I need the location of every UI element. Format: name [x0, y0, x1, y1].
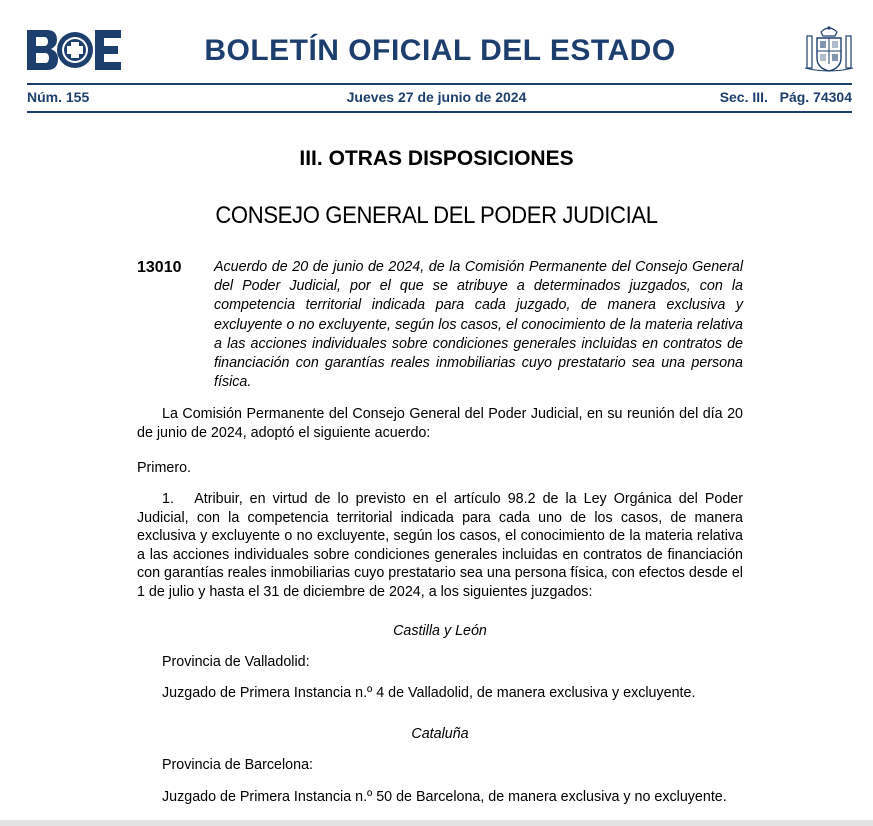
issue-number: Núm. 155: [27, 89, 90, 105]
section-page: Sec. III. Pág. 74304: [719, 89, 852, 105]
section-title: III. OTRAS DISPOSICIONES: [299, 147, 574, 170]
province-label: Provincia de Barcelona:: [162, 757, 313, 773]
bulletin-title: BOLETÍN OFICIAL DEL ESTADO: [204, 34, 676, 67]
province-label: Provincia de Valladolid:: [162, 654, 310, 670]
region-heading: Castilla y León: [393, 623, 487, 639]
header-bottom-rule: [27, 111, 852, 113]
court-entry: Juzgado de Primera Instancia n.º 50 de Barcelona, de manera exclusiva y no excluyente.: [162, 789, 727, 805]
primero-heading: Primero.: [137, 460, 192, 476]
court-entry: Juzgado de Primera Instancia n.º 4 de Valladolid, de manera exclusiva y excluyente.: [162, 685, 696, 701]
intro-paragraph: La Comisión Permanente del Consejo General del Poder Judicial, en su reunión del día 20 de junio de 2024, adoptó el siguiente acuerdo:: [137, 406, 743, 441]
spain-coat-of-arms-icon: [805, 24, 853, 74]
document-summary: Acuerdo de 20 de junio de 2024, de la Comisión Permanente del Consejo General del Poder Judicial, por el que se atribuye a determinados juzgados, con la competencia territorial indicada para cada juzgado, de manera exclusiva y excluyente o no excluyente, según los casos, el conocimiento de la materia relativa a las acciones individuales sobre condiciones generales incluidas en contratos de financiación con garantías reales inmobiliarias cuyo prestatario sea una persona física.: [214, 259, 743, 391]
page-bottom-edge: [0, 820, 873, 826]
region-heading: Cataluña: [411, 726, 469, 742]
issue-date: Jueves 27 de junio de 2024: [346, 89, 527, 105]
boe-logo-icon: [27, 30, 121, 70]
document-number: 13010: [137, 259, 182, 276]
item-1-paragraph: 1. Atribuir, en virtud de lo previsto en el artículo 98.2 de la Ley Orgánica del Poder Judicial, con la competencia territorial indicada para cada uno de los casos, de manera exclusiva y excluyente o no excluyente, según los casos, el conocimiento de la materia relativa a las acciones individuales sobre condiciones generales incluidas en contratos de financiación con garantías reales inmobiliarias cuyo prestatario sea una persona física, con efectos desde el 1 de julio y hasta el 31 de diciembre de 2024, a los siguientes juzgados:: [137, 491, 747, 600]
header-top-rule: [27, 83, 852, 85]
issuing-body: CONSEJO GENERAL DEL PODER JUDICIAL: [215, 202, 658, 229]
